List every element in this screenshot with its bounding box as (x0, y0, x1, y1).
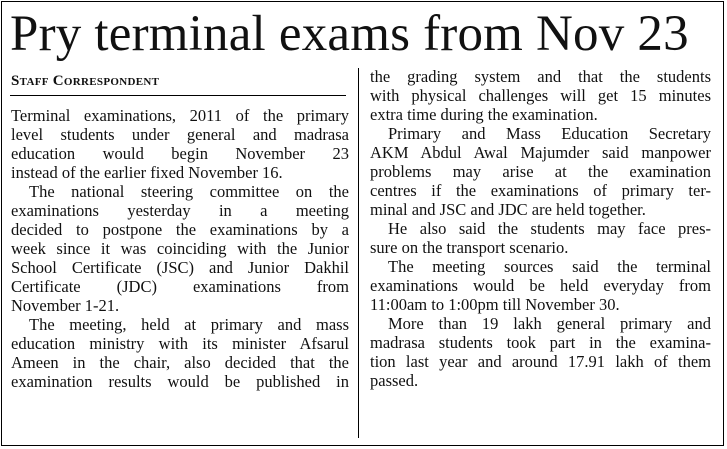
text-line: Primary and Mass Education Secretary (388, 124, 711, 143)
text-line: The meeting, held at primary and mass (29, 315, 349, 334)
text-line: examinations yesterday in a meeting (11, 201, 349, 220)
text-line: He also said the students may face pres- (388, 219, 711, 238)
text-line: education would begin November 23 (11, 144, 349, 163)
text-line: The meeting sources said the terminal (388, 257, 711, 276)
text-line: School Certificate (JSC) and Junior Dakhil (11, 258, 349, 277)
text-line: examination results would be published in (11, 372, 349, 391)
text-line: sure on the transport scenario. (370, 238, 569, 257)
text-line: Certificate (JDC) examinations from (11, 277, 349, 296)
text-line: 11:00am to 1:00pm till November 30. (370, 295, 620, 314)
text-line: madrasa students took part in the examina- (370, 333, 711, 352)
text-line: decided to postpone the examinations by a (11, 220, 349, 239)
article-column-1 (11, 106, 349, 391)
text-line: instead of the earlier fixed November 16. (11, 163, 283, 182)
text-line: problems may arise at the examination (370, 162, 711, 181)
text-line: minal and JSC and JDC are held together. (370, 200, 646, 219)
text-line: The national steering committee on the (29, 182, 349, 201)
headline: Pry terminal exams from Nov 23 (10, 6, 689, 62)
text-line: November 1-21. (11, 296, 120, 315)
text-line: education ministry with its minister Afsarul (11, 334, 349, 353)
text-line: level students under general and madrasa (11, 125, 349, 144)
column-divider (358, 68, 359, 438)
text-line: Terminal examinations, 2011 of the primary (11, 106, 349, 125)
text-line: week since it was coinciding with the Junior (11, 239, 349, 258)
text-line: with physical challenges will get 15 minutes (370, 86, 711, 105)
text-line: examinations would be held everyday from (370, 276, 711, 295)
article-column-2 (370, 67, 711, 390)
text-line: extra time during the examination. (370, 105, 598, 124)
text-line: Ameen in the chair, also decided that the (11, 353, 349, 372)
text-line: tion last year and around 17.91 lakh of them (370, 352, 711, 371)
text-line: passed. (370, 371, 419, 390)
text-line: AKM Abdul Awal Majumder said manpower (370, 143, 711, 162)
text-line: the grading system and that the students (370, 67, 711, 86)
text-line: centres if the examinations of primary ter- (370, 181, 711, 200)
byline-rule (10, 95, 346, 96)
byline: Staff Correspondent (11, 73, 160, 89)
text-line: More than 19 lakh general primary and (388, 314, 711, 333)
